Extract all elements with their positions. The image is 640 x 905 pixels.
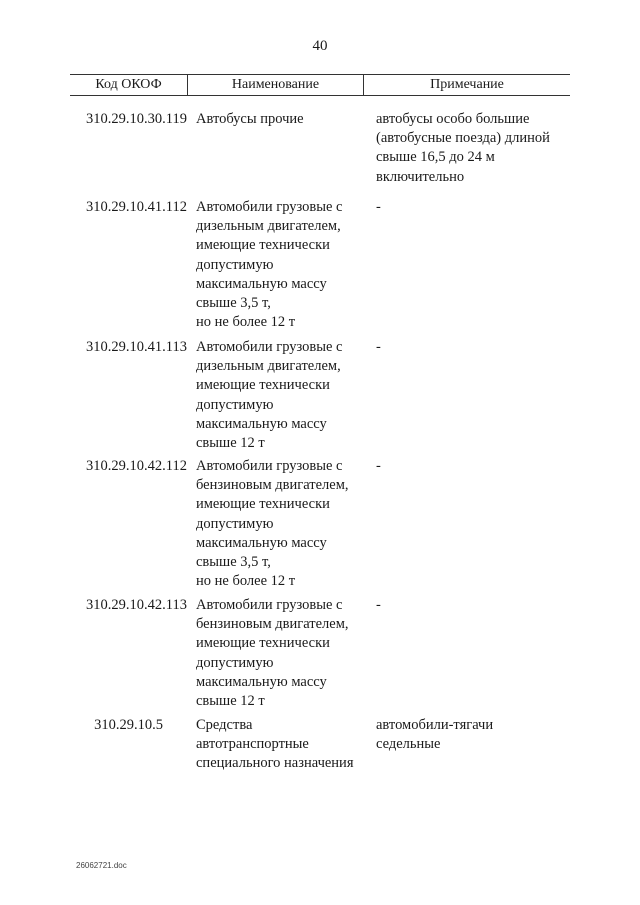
name-line: дизельным двигателем, [196,358,341,375]
document-filename: 26062721.doc [76,861,127,870]
row-name [196,198,366,332]
row-code: 310.29.10.42.113 [86,597,187,613]
name-line: Автомобили грузовые с [196,458,343,474]
name-line: допустимую [196,515,274,532]
name-line: имеющие технически [196,496,330,513]
name-line: Средства [196,717,253,733]
note-line: - [376,458,381,474]
name-line: имеющие технически [196,237,330,254]
name-line: Автобусы прочие [196,111,304,127]
row-code: 310.29.10.30.119 [86,111,187,127]
name-line: автотранспортные [196,736,309,753]
name-line: Автомобили грузовые с [196,199,343,215]
name-line: бензиновым двигателем, [196,616,349,633]
row-name [196,716,366,774]
row-name [196,596,366,711]
note-line: (автобусные поезда) длиной [376,130,550,147]
name-line: бензиновым двигателем, [196,477,349,494]
row-note [376,338,570,357]
name-line: дизельным двигателем, [196,218,341,235]
row-code: 310.29.10.5 [94,717,163,733]
name-line: но не более 12 т [196,573,296,590]
row-name [196,457,366,591]
header-name: Наименование [187,75,363,95]
name-line: но не более 12 т [196,314,296,331]
name-line: Автомобили грузовые с [196,339,343,355]
name-line: допустимую [196,256,274,273]
row-code: 310.29.10.41.113 [86,339,187,355]
name-line: свыше 3,5 т, [196,295,271,312]
row-note [376,716,570,754]
note-line: автобусы особо большие [376,111,530,127]
note-line: автомобили-тягачи [376,717,494,733]
row-note [376,596,570,615]
note-line: - [376,339,381,355]
name-line: максимальную массу [196,673,327,690]
name-line: свыше 12 т [196,693,265,710]
row-name [196,338,366,453]
name-line: специального назначения [196,755,354,772]
table-header [70,74,570,96]
page-number: 40 [312,38,328,54]
name-line: свыше 3,5 т, [196,554,271,571]
row-code: 310.29.10.42.112 [86,458,187,474]
row-note [376,110,570,187]
name-line: имеющие технически [196,635,330,652]
note-line: свыше 16,5 до 24 м [376,149,495,166]
row-note [376,457,570,476]
row-name [196,110,366,129]
header-note: Примечание [363,75,570,95]
name-line: максимальную массу [196,275,327,292]
note-line: включительно [376,168,465,185]
name-line: свыше 12 т [196,435,265,452]
header-code: Код ОКОФ [95,77,162,92]
row-note [376,198,570,217]
name-line: максимальную массу [196,415,327,432]
name-line: допустимую [196,654,274,671]
name-line: имеющие технически [196,377,330,394]
note-line: седельные [376,736,441,753]
note-line: - [376,199,381,215]
row-code: 310.29.10.41.112 [86,199,187,215]
name-line: Автомобили грузовые с [196,597,343,613]
name-line: допустимую [196,396,274,413]
name-line: максимальную массу [196,534,327,551]
note-line: - [376,597,381,613]
